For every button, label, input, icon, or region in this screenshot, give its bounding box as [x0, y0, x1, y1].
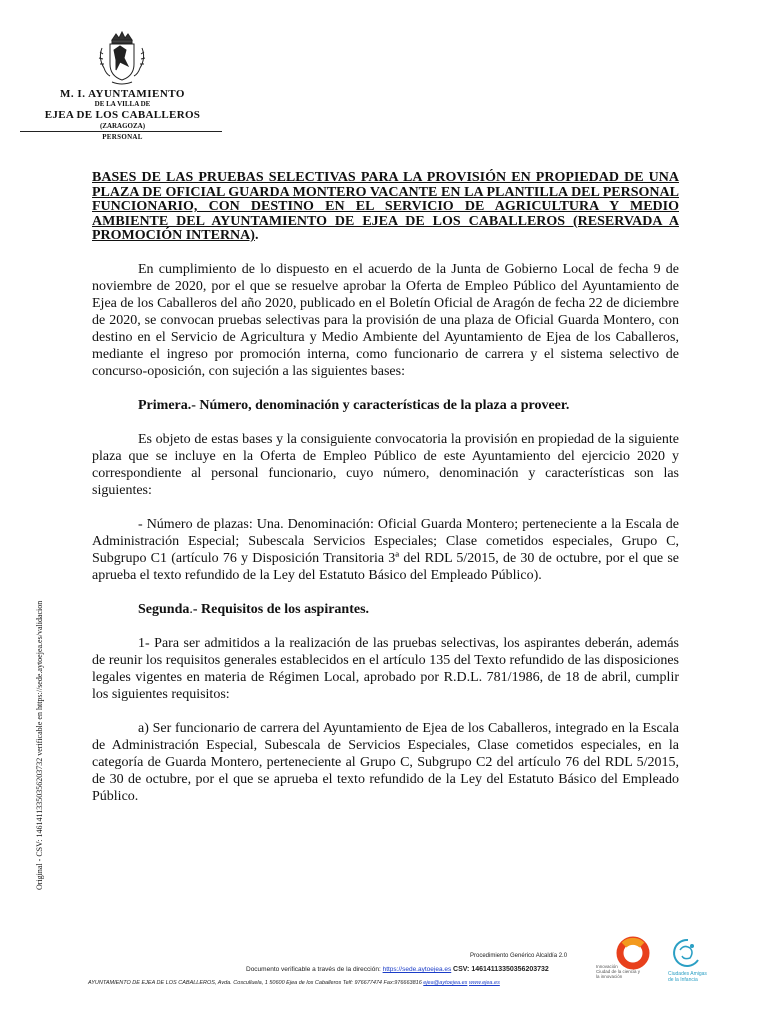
- header-villa: DE LA VILLA DE: [94, 100, 151, 108]
- header-town: EJEA DE LOS CABALLEROS: [44, 109, 201, 121]
- paragraph-requisitos: 1- Para ser admitidos a la realización de las pruebas selectivas, los aspirantes deberán, además de reunir los requisitos generales establecidos en el artículo 135 del Texto refundido de las disposiciones legales vigentes en materia de Régimen Local, aprobado por R.D.L. 781/1986, de 18 de abril, cumplir los siguientes requisitos:: [92, 635, 679, 702]
- header-organization: M. I. AYUNTAMIENTO: [60, 88, 185, 100]
- innovation-city-logo: [596, 936, 656, 994]
- paragraph-object: Es objeto de estas bases y la consiguiente convocatoria la provisión en propiedad de la siguiente plaza que se incluye en la Oferta de Empleo Público de este Ayuntamiento del ejercicio 2020 y correspondiente al personal funcionario, cuyo número, denominación y características son las siguientes:: [92, 431, 679, 498]
- header-divider: [20, 131, 222, 132]
- innovation-ring-icon: [596, 936, 656, 970]
- intro-paragraph: En cumplimiento de lo dispuesto en el acuerdo de la Junta de Gobierno Local de fecha 9 de noviembre de 2020, por el que se resuelve aprobar la Oferta de Empleo Público del Ayuntamiento de Ejea de los Caballeros del año 2020, publicado en el Boletín Oficial de Aragón de fecha 22 de diciembre de 2020, se convocan pruebas selectivas para la provisión de una plaza de Oficial Guarda Montero, con destino en el Servicio de Agricultura y Medio Ambiente del Ayuntamiento de Ejea de los Caballeros, mediante el ingreso por promoción interna, como funcionario de carrera y el sistema selectivo de concurso-oposición, con sujeción a las siguientes bases:: [92, 261, 679, 379]
- document-title: BASES DE LAS PRUEBAS SELECTIVAS PARA LA PROVISIÓN EN PROPIEDAD DE UNA PLAZA DE OFICIAL GUARDA MONTERO VACANTE EN LA PLANTILLA DEL PERSONAL FUNCIONARIO, CON DESTINO EN EL SERVICIO DE AGRICULTURA Y MEDIO AMBIENTE DEL AYUNTAMIENTO DE EJEA DE LOS CABALLEROS (RESERVADA A PROMOCIÓN INTERNA).: [92, 170, 679, 243]
- child-friendly-city-logo: [668, 936, 708, 994]
- innovation-small-label: Innovación: [596, 964, 618, 969]
- footer-address: AYUNTAMIENTO DE EJEA DE LOS CABALLEROS, Avda. Cosculluela, 1 50600 Ejea de los Caballeros Telf: 976677474 Fax:976663816 ejea@aytoejea.es www.ejea.es: [88, 980, 500, 986]
- side-verification-text: Original - CSV: 14614113350356203732 verificable en https://sede.aytoejea.es/validacion: [35, 600, 44, 890]
- coat-of-arms-icon: [92, 28, 152, 88]
- header-department: PERSONAL: [102, 133, 143, 141]
- verification-link[interactable]: https://sede.aytoejea.es: [382, 966, 452, 973]
- child-friendly-icon: [668, 936, 708, 970]
- document-body: [92, 171, 679, 822]
- paragraph-plazas: - Número de plazas: Una. Denominación: Oficial Guarda Montero; perteneciente a la Escala de Administración Especial; Subescala Servicios Especiales; Clase cometidos especiales, Grupo C, Subgrupo C1 (artículo 76 y Disposición Transitoria 3ª del RDL 5/2015, de 30 de octubre, por el que se aprueba el texto refundido de la Ley del Estatuto Básico del Empleado Público).: [92, 516, 679, 583]
- paragraph-requisito-a: a) Ser funcionario de carrera del Ayuntamiento de Ejea de los Caballeros, integrado en la Escala de Administración Especial, Subescala de Servicios Especiales, Clase cometidos especiales, en la categoría de Guarda Montero, perteneciente al Grupo C, Subgrupo C2 del artículo 76 del RDL 5/2015, de 30 de octubre, por el que se aprueba el texto refundido de la Ley del Estatuto Básico del Empleado Público.: [92, 720, 679, 804]
- section-heading-segunda: Segunda.- Requisitos de los aspirantes.: [138, 601, 370, 617]
- footer-procedure: Procedimiento Genérico Alcaldía 2.0: [470, 953, 568, 959]
- email-link[interactable]: ejea@aytoejea.es: [423, 980, 468, 986]
- footer-verification: Documento verificable a través de la dirección: https://sede.aytoejea.es CSV: 14614113350356203732: [246, 966, 549, 973]
- web-link[interactable]: www.ejea.es: [468, 980, 500, 986]
- innovation-label: Ciudad de la ciencia y la innovación: [596, 969, 641, 979]
- child-friendly-label: Ciudades Amigas de la Infancia: [668, 971, 707, 983]
- csv-code: CSV: 14614113350356203732: [453, 966, 549, 973]
- section-heading-primera: Primera.- Número, denominación y características de la plaza a proveer.: [138, 397, 570, 413]
- header-province: (ZARAGOZA): [99, 122, 146, 130]
